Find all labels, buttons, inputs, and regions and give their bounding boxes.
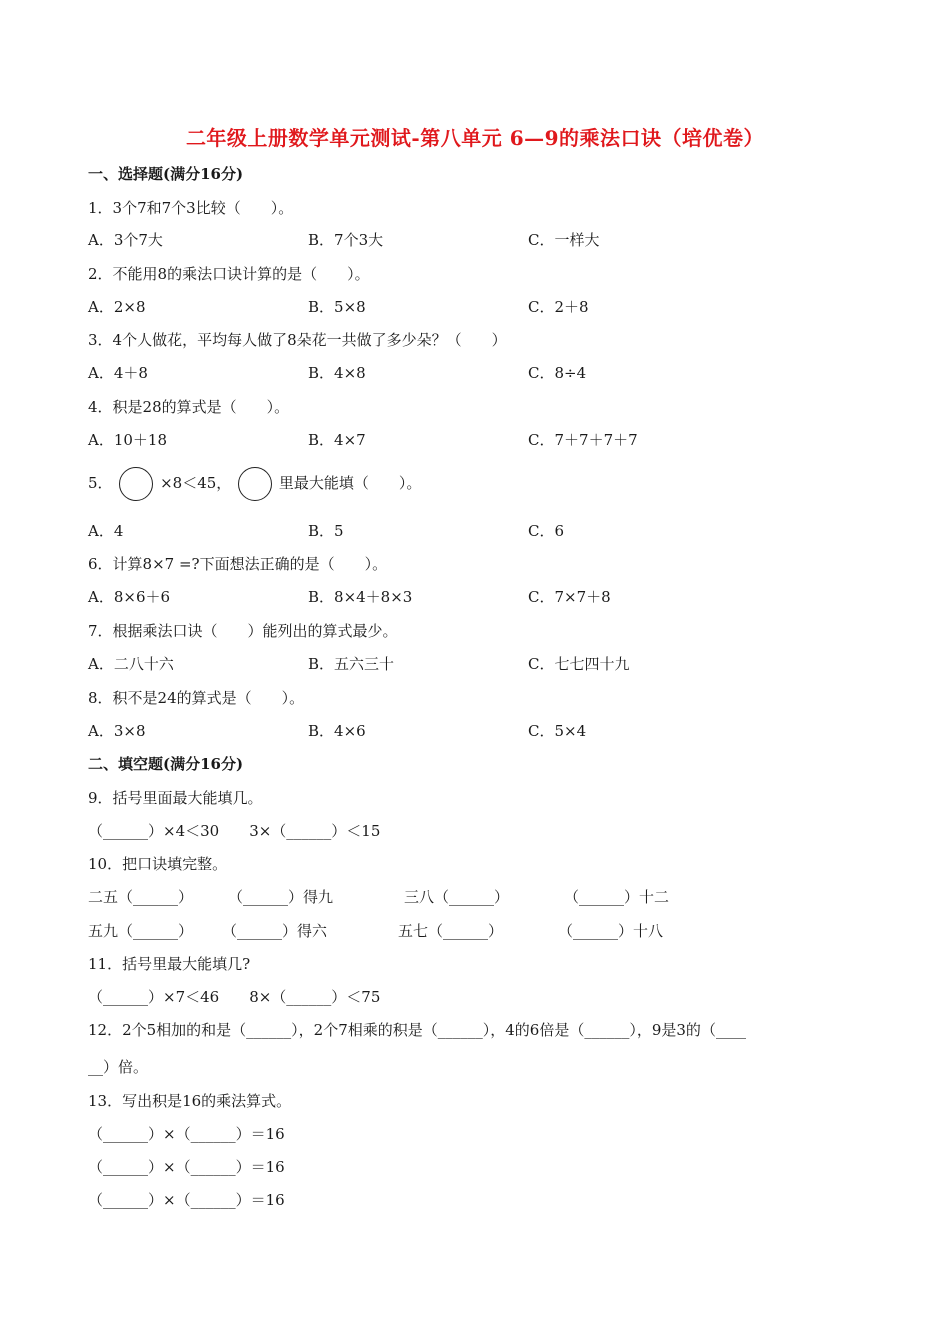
q10-blank: 三八（______） [404, 888, 510, 906]
question-6: 6．计算8×7 =?下面想法正确的是（ ）。 [88, 555, 388, 573]
q13-blank-line: （______）×（______）＝16 [88, 1125, 285, 1143]
q5-option-c: C．6 [528, 522, 565, 540]
q3-option-b: B．4×8 [308, 364, 366, 382]
q6-option-b: B．8×4＋8×3 [308, 588, 413, 606]
q5-number: 5． [88, 474, 113, 492]
question-8: 8．积不是24的算式是（ ）。 [88, 689, 305, 707]
question-9: 9．括号里面最大能填几。 [88, 789, 263, 807]
q10-blank: （______）十二 [564, 888, 670, 906]
q8-option-b: B．4×6 [308, 722, 366, 740]
question-7: 7．根据乘法口诀（ ）能列出的算式最少。 [88, 622, 398, 640]
q6-option-a: A．8×6＋6 [88, 588, 171, 606]
question-11: 11．括号里最大能填几? [88, 955, 251, 973]
q8-option-a: A．3×8 [88, 722, 146, 740]
question-3: 3．4个人做花，平均每人做了8朵花一共做了多少朵？（ ） [88, 331, 507, 349]
q6-option-c: C．7×7＋8 [528, 588, 611, 606]
q8-option-c: C．5×4 [528, 722, 587, 740]
question-2: 2．不能用8的乘法口诀计算的是（ ）。 [88, 265, 370, 283]
q1-option-a: A．3个7大 [88, 231, 163, 249]
q10-blank: （______）得六 [222, 922, 328, 940]
section-heading-choice: 一、选择题(满分16分) [88, 165, 244, 183]
blank-circle-icon [119, 467, 153, 501]
blank-circle-icon [238, 467, 272, 501]
q10-blank: （______）得九 [228, 888, 334, 906]
q3-option-c: C．8÷4 [528, 364, 587, 382]
q10-blank: 五九（______） [88, 922, 194, 940]
q5-option-a: A．4 [88, 522, 124, 540]
q7-option-b: B．五六三十 [308, 655, 395, 673]
q7-option-a: A．二八十六 [88, 655, 174, 673]
q2-option-a: A．2×8 [88, 298, 146, 316]
question-10: 10．把口诀填完整。 [88, 855, 228, 873]
question-12-line1: 12．2个5相加的和是（______），2个7相乘的积是（______），4的6倍是（______），9是3的（____ [88, 1021, 746, 1039]
question-13: 13．写出积是16的乘法算式。 [88, 1092, 292, 1110]
section-heading-fill: 二、填空题(满分16分) [88, 755, 244, 773]
q5-ask: 里最大能填（ ）。 [278, 474, 422, 492]
question-12-line2: __）倍。 [88, 1058, 149, 1076]
q10-blank: （______）十八 [558, 922, 664, 940]
q4-option-c: C．7＋7＋7＋7 [528, 431, 638, 449]
page-title: 二年级上册数学单元测试-第八单元 6—9的乘法口诀（培优卷） [185, 126, 765, 150]
q1-option-b: B．7个3大 [308, 231, 384, 249]
q2-option-c: C．2＋8 [528, 298, 589, 316]
q11-blanks: （______）×7＜46 8×（______）＜75 [88, 988, 381, 1006]
q4-option-b: B．4×7 [308, 431, 366, 449]
q13-blank-line: （______）×（______）＝16 [88, 1158, 285, 1176]
q5-inequality: ×8＜45， [160, 474, 232, 492]
q1-option-c: C．一样大 [528, 231, 600, 249]
q2-option-b: B．5×8 [308, 298, 366, 316]
q9-blanks: （______）×4＜30 3×（______）＜15 [88, 822, 381, 840]
q4-option-a: A．10＋18 [88, 431, 168, 449]
q7-option-c: C．七七四十九 [528, 655, 630, 673]
question-1: 1．3个7和7个3比较（ ）。 [88, 199, 294, 217]
question-5 [88, 465, 421, 501]
q3-option-a: A．4＋8 [88, 364, 148, 382]
q10-blank: 二五（______） [88, 888, 194, 906]
q5-option-b: B．5 [308, 522, 344, 540]
q10-blank: 五七（______） [398, 922, 504, 940]
question-4: 4．积是28的算式是（ ）。 [88, 398, 290, 416]
q13-blank-line: （______）×（______）＝16 [88, 1191, 285, 1209]
